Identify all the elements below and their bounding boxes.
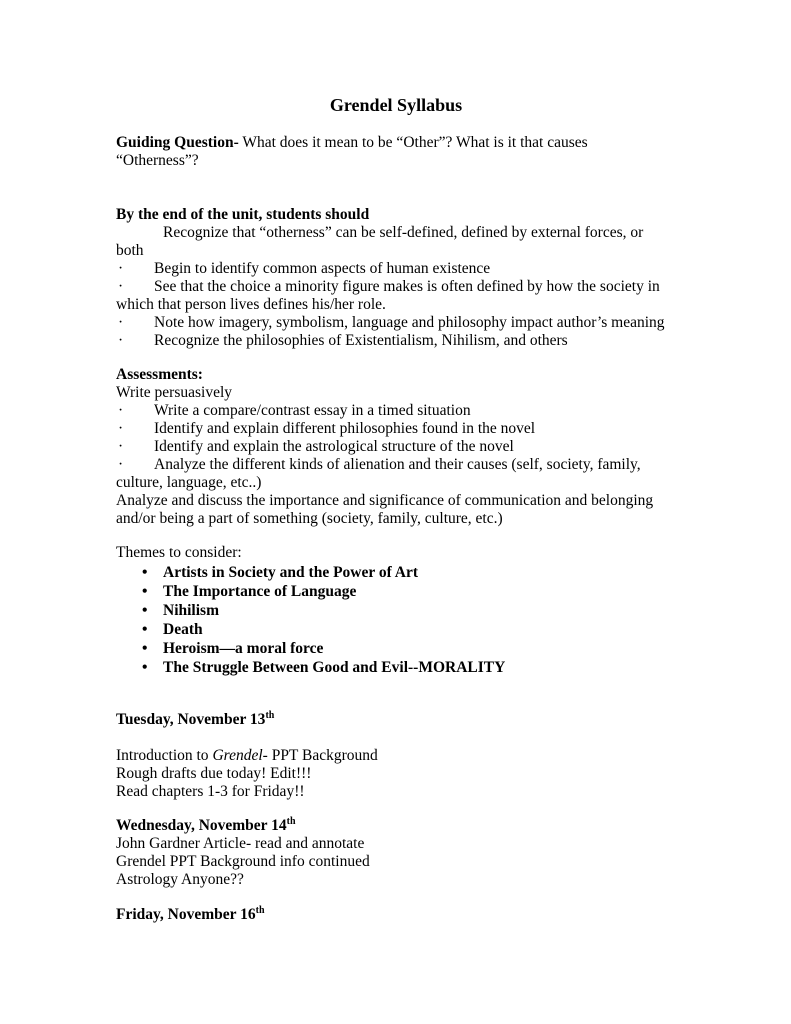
assessments-closing-line1: Analyze and discuss the importance and significance of communication and belonging [116, 492, 654, 509]
schedule-day-wednesday [116, 817, 676, 889]
outcomes-intro-line2: both [116, 242, 144, 259]
assessments-lead: Write persuasively [116, 384, 233, 401]
dot-marker: · [118, 438, 124, 455]
guiding-question-text-line2: “Otherness”? [116, 152, 199, 169]
schedule-day-tuesday [116, 711, 676, 801]
ordinal-suffix: th [265, 710, 275, 721]
schedule-day-heading [116, 817, 676, 835]
assessments-heading: Assessments: [116, 366, 203, 383]
ordinal-suffix: th [255, 905, 265, 916]
outcome-item-continuation: which that person lives defines his/her role. [116, 296, 386, 313]
guiding-question-text-line1: What does it mean to be “Other”? What is it that causes [238, 134, 588, 151]
schedule-line: Rough drafts due today! Edit!!! [116, 765, 312, 782]
theme-item [116, 659, 676, 678]
assessments-closing-line2: and/or being a part of something (society, family, culture, etc.) [116, 510, 503, 527]
theme-item [116, 640, 676, 659]
themes-heading: Themes to consider: [116, 544, 242, 561]
outcome-item-text: Begin to identify common aspects of human existence [154, 260, 491, 277]
themes-list [116, 564, 676, 678]
theme-item [116, 583, 676, 602]
schedule-day-heading [116, 711, 676, 729]
guiding-question-label: Guiding Question- [116, 134, 239, 151]
dot-marker: · [118, 456, 124, 473]
outcomes-intro-line1: Recognize that “otherness” can be self-defined, defined by external forces, or [163, 224, 644, 241]
bullet-icon: • [142, 659, 148, 676]
outcomes-heading: By the end of the unit, students should [116, 206, 370, 223]
intro-rest: - PPT Background [262, 747, 378, 764]
bullet-icon: • [142, 640, 148, 657]
dot-marker: · [118, 420, 124, 437]
bullet-icon: • [142, 564, 148, 581]
theme-item [116, 564, 676, 583]
dot-marker: · [118, 278, 124, 295]
assessment-item [116, 456, 676, 474]
assessments-section [116, 366, 676, 528]
outcome-item-text: See that the choice a minority figure makes is often defined by how the society in [154, 278, 660, 295]
dot-marker: · [118, 260, 124, 277]
dot-marker: · [118, 314, 124, 331]
theme-item [116, 602, 676, 621]
outcome-item-text: Note how imagery, symbolism, language and philosophy impact author’s meaning [154, 314, 665, 331]
theme-item-text: Death [163, 621, 203, 638]
assessment-item-continuation: culture, language, etc..) [116, 474, 262, 491]
assessment-item-text: Analyze the different kinds of alienation and their causes (self, society, family, [154, 456, 641, 473]
theme-item-text: The Struggle Between Good and Evil--MORALITY [163, 659, 506, 676]
schedule-day-friday [116, 906, 676, 924]
schedule-line: Read chapters 1-3 for Friday!! [116, 783, 305, 800]
dot-marker: · [118, 332, 124, 349]
schedule-line: Grendel PPT Background info continued [116, 853, 370, 870]
schedule-day-label: Friday, November 16 [116, 906, 256, 923]
document-title: Grendel Syllabus [329, 95, 463, 115]
dot-marker: · [118, 402, 124, 419]
theme-item-text: Artists in Society and the Power of Art [163, 564, 419, 581]
ordinal-suffix: th [286, 816, 296, 827]
assessment-item-text: Identify and explain the astrological structure of the novel [154, 438, 514, 455]
schedule-line: Astrology Anyone?? [116, 871, 244, 888]
theme-item-text: Heroism—a moral force [163, 640, 324, 657]
assessment-item-text: Write a compare/contrast essay in a timed situation [154, 402, 471, 419]
theme-item-text: Nihilism [163, 602, 219, 619]
outcome-item [116, 314, 676, 332]
intro-prefix: Introduction to [116, 747, 213, 764]
outcome-item-text: Recognize the philosophies of Existentialism, Nihilism, and others [154, 332, 568, 349]
bullet-icon: • [142, 621, 148, 638]
schedule-day-label: Wednesday, November 14 [116, 817, 287, 834]
assessment-item [116, 438, 676, 456]
schedule-intro-line [116, 747, 676, 765]
intro-italic-title: Grendel [212, 747, 263, 764]
outcomes-section [116, 206, 676, 350]
outcome-item [116, 332, 676, 350]
schedule-day-label: Tuesday, November 13 [116, 711, 266, 728]
outcome-item [116, 260, 676, 278]
bullet-icon: • [142, 602, 148, 619]
assessment-item [116, 402, 676, 420]
schedule-day-heading [116, 906, 676, 924]
theme-item-text: The Importance of Language [163, 583, 357, 600]
outcome-item [116, 278, 676, 296]
schedule-line: John Gardner Article- read and annotate [116, 835, 365, 852]
assessment-item-text: Identify and explain different philosophies found in the novel [154, 420, 536, 437]
assessment-item [116, 420, 676, 438]
theme-item [116, 621, 676, 640]
themes-section [116, 544, 676, 678]
bullet-icon: • [142, 583, 148, 600]
guiding-question [116, 134, 676, 170]
